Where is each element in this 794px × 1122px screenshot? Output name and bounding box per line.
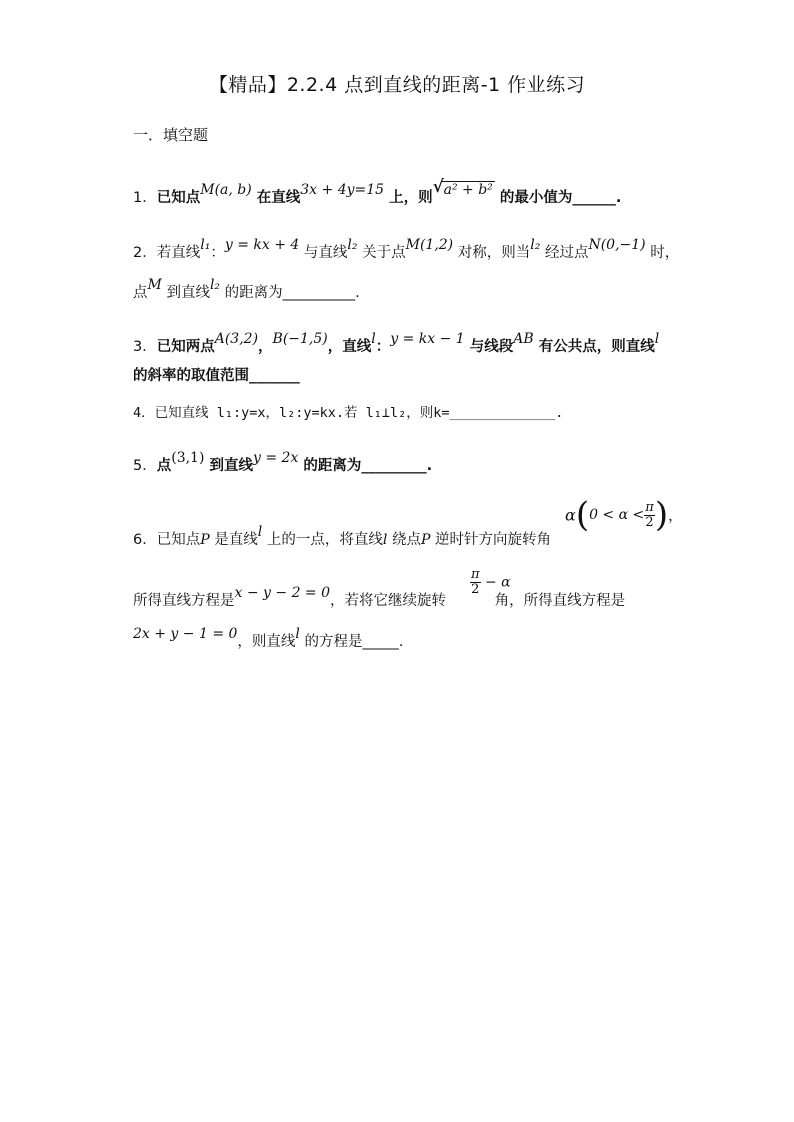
q2-l2b: l₂ [530, 237, 541, 253]
q2-text-1: 若直线 [156, 245, 201, 261]
question-3-line-1 [133, 331, 660, 357]
q5-text-2: 到直线 [204, 458, 253, 474]
q2-l2-m: M [147, 277, 162, 293]
q6-l2-eq: x − y − 2 = 0 [234, 585, 331, 601]
q2-l2-text-1: 点 [133, 285, 148, 301]
q2-l2-text-2: 到直线 [161, 285, 210, 301]
q3-line-l: l [371, 331, 376, 347]
question-6-line-1 [133, 524, 551, 550]
question-4: 4．已知直线 l₁:y=x，l₂:y=kx.若 l₁⊥l₂，则k=_____________. [133, 405, 564, 421]
q2-answer-blank: __________. [282, 285, 360, 301]
q6-two: 2 [645, 514, 654, 530]
q3-point-b: B(−1,5) [272, 331, 328, 347]
q2-l2-line: l₂ [209, 277, 221, 293]
q6-l3-line-l: l [295, 626, 300, 642]
q6-l3-text-1: ，则直线 [237, 634, 296, 650]
q1-answer-blank: ______. [572, 190, 622, 206]
q3-text-4: ： [375, 339, 391, 355]
q2-text-5: 对称，则当 [453, 245, 531, 261]
q3-text-2: ， [258, 339, 273, 355]
q6-text-2: 是直线 [209, 532, 258, 548]
q5-line-eq: y = 2x [253, 450, 299, 466]
q6-text-1: 已知点 [156, 532, 201, 548]
q3-text-5: 与线段 [464, 339, 514, 355]
q6-text-3: 上的一点，将直线 [262, 532, 383, 548]
q6-angle-condition [565, 495, 683, 535]
q6-tail-comma: ， [668, 508, 683, 525]
q2-text-6: 经过点 [540, 245, 589, 261]
left-paren-icon: ( [575, 495, 590, 535]
question-1 [133, 177, 622, 208]
q2-eq: y = kx + 4 [224, 237, 300, 253]
q1-sqrt [432, 177, 495, 200]
q6-rotate-amount [470, 568, 511, 597]
q3-point-a: A(3,2) [214, 331, 259, 347]
q6-inequality: 0 < α < [589, 507, 645, 523]
question-2-line-2 [133, 277, 360, 303]
q6-l2-text-1: 所得直线方程是 [133, 593, 235, 609]
q1-text-4: 的最小值为 [494, 190, 573, 206]
q1-text-2: 在直线 [251, 190, 301, 206]
radical-icon: √ [432, 177, 444, 197]
question-2-line-1 [133, 237, 680, 263]
q3-text-3: ，直线 [327, 339, 372, 355]
q5-answer-blank: _________. [361, 458, 433, 474]
q6-l3-eq: 2x + y − 1 = 0 [133, 626, 238, 642]
q5-text-1: 点 [156, 458, 172, 474]
question-6-line-2 [133, 585, 626, 611]
q1-text-3: 上，则 [384, 190, 433, 206]
q1-line-eq: 3x + 4y=15 [300, 182, 385, 198]
question-5 [133, 450, 433, 476]
q6-l2-minus-alpha: − α [480, 574, 511, 591]
q6-l2-pi: π [471, 567, 480, 582]
page-title: 【精品】2.2.4 点到直线的距离-1 作业练习 [208, 74, 586, 96]
question-6-line-3 [133, 626, 404, 652]
question-3-line-2 [133, 366, 300, 386]
right-paren-icon: ) [654, 495, 669, 535]
q2-point-n: N(0,−1) [588, 237, 646, 253]
q3-text-6: 有公共点，则直线 [533, 339, 655, 355]
q6-line-l2: l [382, 532, 388, 548]
q1-text-1: 已知点 [156, 190, 201, 206]
q6-alpha: α [565, 505, 576, 525]
q6-line-l: l [257, 524, 263, 540]
q6-pi-over-2 [644, 501, 655, 530]
q6-point-p2: P [420, 532, 431, 548]
q6-text-4: 绕点 [387, 532, 421, 548]
q2-text-7: 时， [645, 245, 680, 261]
q2-number: 2． [133, 245, 157, 261]
q3-answer-blank: _______ [249, 368, 300, 384]
q6-answer-blank: _____. [362, 634, 404, 650]
q3-line2-text: 的斜率的取值范围 [133, 368, 249, 384]
q5-number: 5． [133, 458, 157, 474]
q3-eq: y = kx − 1 [390, 331, 465, 347]
q6-l2-text-3: 角，所得直线方程是 [490, 593, 626, 609]
q2-text-2: ： [210, 245, 225, 261]
q2-point-m: M(1,2) [405, 237, 454, 253]
q1-number: 1． [133, 190, 157, 206]
q6-l3-text-2: 的方程是 [299, 634, 363, 650]
q2-l2-text-3: 的距离为 [220, 285, 283, 301]
q3-number: 3． [133, 339, 157, 355]
q6-number: 6． [133, 532, 157, 548]
q2-l2: l₂ [347, 237, 358, 253]
q2-text-4: 关于点 [357, 245, 406, 261]
q5-point: (3,1) [171, 450, 205, 466]
q6-l2-pi-over-2 [470, 568, 481, 597]
q5-text-3: 的距离为 [298, 458, 362, 474]
q2-text-3: 与直线 [299, 245, 348, 261]
q6-l2-two: 2 [471, 582, 480, 597]
q3-text-1: 已知两点 [156, 339, 215, 355]
section-heading: 一．填空题 [133, 126, 209, 144]
q6-pi: π [645, 499, 654, 515]
q1-radicand: a² + b² [443, 182, 493, 198]
q6-text-5: 逆时针方向旋转角 [430, 532, 551, 548]
q6-l2-text-2: ，若将它继续旋转 [330, 593, 447, 609]
q3-line-l2: l [654, 331, 660, 347]
q3-segment-ab: AB [513, 331, 534, 347]
q1-point-m: M(a, b) [200, 182, 252, 198]
q6-point-p: P [200, 532, 210, 548]
q2-l1: l₁ [200, 237, 211, 253]
